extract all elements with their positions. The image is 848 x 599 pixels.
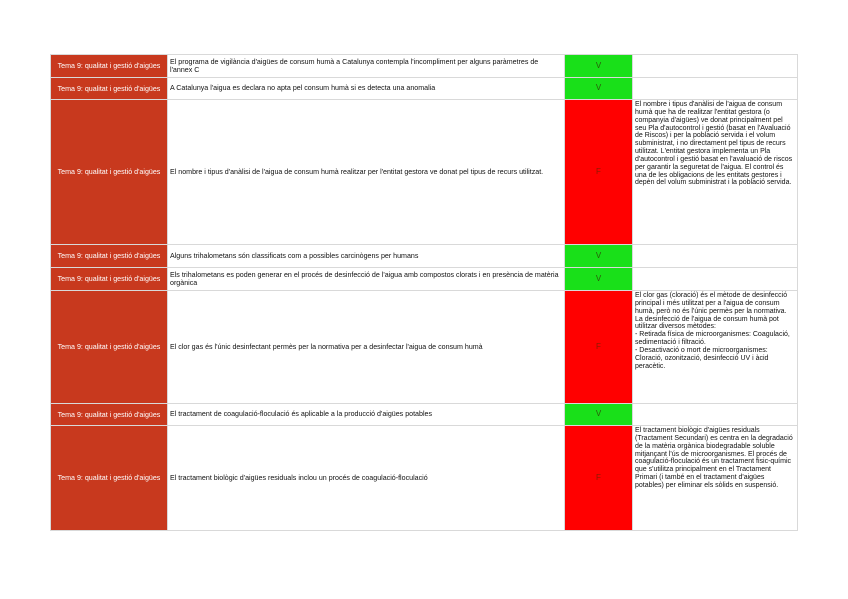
answer-cell: V bbox=[565, 268, 633, 291]
explanation-cell: El nombre i tipus d'anàlisi de l'aigua de consum humà que ha de realitzar l'entitat gestora (o companyia d'aigües) ve donat principalment pel seu Pla d'autocontrol i gestió (basat en l'Avaluació de Riscos) i per la població servida i el volum subministrat, i no directament pel tipus de recurs utilitzat. L'entitat gestora implementa un Pla d'autocontrol i gestió basat en l'avaluació de riscos per garantir la seguretat de l'aigua. El control és una de les obligacions de les entitats gestores i depèn del volum subministrat i la població servida. bbox=[633, 100, 798, 245]
topic-cell: Tema 9: qualitat i gestió d'aigües bbox=[51, 245, 168, 268]
question-cell: El clor gas és l'únic desinfectant permès per la normativa per a desinfectar l'aigua de consum humà bbox=[168, 291, 565, 404]
answer-cell: F bbox=[565, 100, 633, 245]
question-cell: Els trihalometans es poden generar en el procés de desinfecció de l'aigua amb compostos clorats i en presència de matèria orgànica bbox=[168, 268, 565, 291]
table-row bbox=[51, 100, 798, 245]
explanation-cell bbox=[633, 245, 798, 268]
answer-cell: V bbox=[565, 245, 633, 268]
question-cell: El programa de vigilància d'aigües de consum humà a Catalunya contempla l'incompliment per alguns paràmetres de l'annex C bbox=[168, 55, 565, 78]
topic-cell: Tema 9: qualitat i gestió d'aigües bbox=[51, 291, 168, 404]
question-cell: El tractament de coagulació-floculació és aplicable a la producció d'aigües potables bbox=[168, 404, 565, 426]
answer-cell: V bbox=[565, 404, 633, 426]
question-cell: El tractament biològic d'aigües residuals inclou un procés de coagulació-floculació bbox=[168, 426, 565, 531]
quiz-table bbox=[50, 54, 798, 531]
explanation-cell bbox=[633, 404, 798, 426]
table-row bbox=[51, 268, 798, 291]
topic-cell: Tema 9: qualitat i gestió d'aigües bbox=[51, 78, 168, 100]
table-row bbox=[51, 404, 798, 426]
topic-cell: Tema 9: qualitat i gestió d'aigües bbox=[51, 426, 168, 531]
quiz-table-body bbox=[51, 55, 798, 531]
topic-cell: Tema 9: qualitat i gestió d'aigües bbox=[51, 100, 168, 245]
answer-cell: V bbox=[565, 78, 633, 100]
topic-cell: Tema 9: qualitat i gestió d'aigües bbox=[51, 55, 168, 78]
answer-cell: F bbox=[565, 291, 633, 404]
answer-cell: V bbox=[565, 55, 633, 78]
question-cell: Alguns trihalometans són classificats com a possibles carcinògens per humans bbox=[168, 245, 565, 268]
table-row bbox=[51, 291, 798, 404]
question-cell: El nombre i tipus d'anàlisi de l'aigua de consum humà realitzar per l'entitat gestora ve donat pel tipus de recurs utilitzat. bbox=[168, 100, 565, 245]
explanation-cell: El clor gas (cloració) és el mètode de desinfecció principal i més utilitzat per a l'aigua de consum humà, però no és l'únic permès per la normativa. La desinfecció de l'aigua de consum humà pot utilitzar diversos mètodes: - Retirada física de microorganismes: Coagulació, sedimentació i filtració. - Desactivació o mort de microorganismes: Cloració, ozonització, desinfecció UV i àcid peracètic. bbox=[633, 291, 798, 404]
answer-cell: F bbox=[565, 426, 633, 531]
explanation-cell: El tractament biològic d'aigües residuals (Tractament Secundari) es centra en la degradació de la matèria orgànica biodegradable soluble mitjançant l'ús de microorganismes. El procés de coagulació-floculació és un tractament fisic-químic que s'utilitza principalment en el Tractament Primari (i també en el tractament d'aigües potables) per eliminar els sòlids en suspensió. bbox=[633, 426, 798, 531]
table-row bbox=[51, 55, 798, 78]
table-row bbox=[51, 78, 798, 100]
explanation-cell bbox=[633, 55, 798, 78]
topic-cell: Tema 9: qualitat i gestió d'aigües bbox=[51, 268, 168, 291]
explanation-cell bbox=[633, 78, 798, 100]
table-row bbox=[51, 245, 798, 268]
topic-cell: Tema 9: qualitat i gestió d'aigües bbox=[51, 404, 168, 426]
table-row bbox=[51, 426, 798, 531]
question-cell: A Catalunya l'aigua es declara no apta pel consum humà si es detecta una anomalia bbox=[168, 78, 565, 100]
explanation-cell bbox=[633, 268, 798, 291]
